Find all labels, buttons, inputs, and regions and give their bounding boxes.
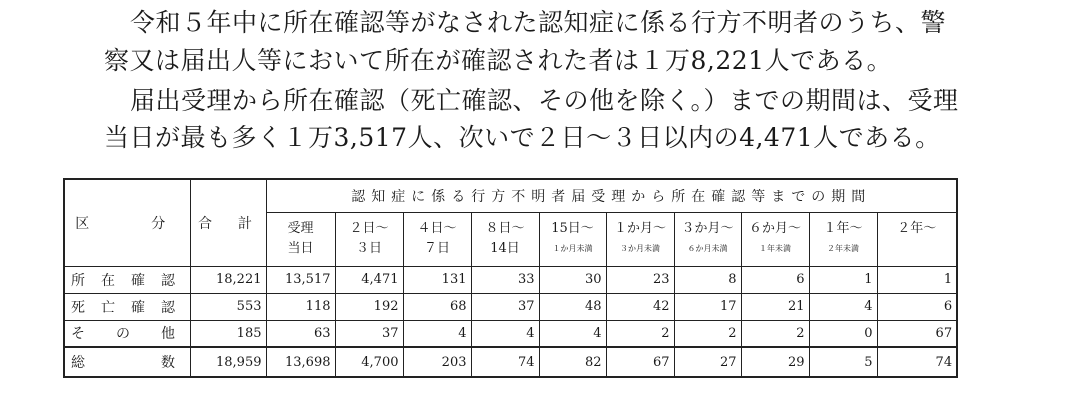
paragraph-line-3: 届出受理から所在確認（死亡確認、その他を除く。）までの期間は、受理 [130,86,959,115]
table-cell: 8 [674,266,741,293]
row-label-char: 総 [71,355,85,371]
row-label [64,320,190,347]
row-label-char: そ [71,326,85,343]
period-label-line1: 15日～ [551,221,594,236]
row-label-char: 確 [131,272,145,289]
table-cell: 37 [471,293,539,320]
table-cell: 74 [877,347,957,377]
period-header [741,212,809,266]
period-header [403,212,471,266]
table-cell: 4,700 [335,347,403,377]
table-cell: 4 [403,320,471,347]
period-label-line1: 受理 [287,221,314,236]
table-row [64,293,957,320]
table-cell: 2 [741,320,809,347]
period-label-line2: ２年未満 [827,244,859,253]
period-header [471,212,539,266]
row-label-char: の [116,326,130,343]
table-cell: 21 [741,293,809,320]
period-header [335,212,403,266]
table-cell: 17 [674,293,741,320]
table-cell: 37 [335,320,403,347]
table-cell: 203 [403,347,471,377]
table-cell: 1 [877,266,957,293]
row-label-char: 所 [71,272,85,289]
table-cell: 42 [606,293,674,320]
table-cell: 27 [674,347,741,377]
period-header [877,212,957,266]
row-label [64,293,190,320]
period-header [606,212,674,266]
table-cell: 4 [471,320,539,347]
table-cell: 4,471 [335,266,403,293]
row-label-char: 認 [161,272,175,289]
table-cell: 30 [539,266,606,293]
table-cell: 29 [741,347,809,377]
row-total: 18,959 [190,347,266,377]
table-cell: 2 [606,320,674,347]
row-label-char: 数 [161,355,175,371]
period-label-line2: ３か月未満 [620,244,660,253]
table-cell: 63 [266,320,335,347]
period-label-line2: 14日 [490,241,520,256]
row-label-char: 確 [131,299,145,316]
table-cell: 2 [674,320,741,347]
row-label-char: 他 [161,326,175,343]
row-total: 18,221 [190,266,266,293]
paragraph-line-4: 当日が最も多く１万3,517人、次いで２日～３日以内の4,471人である。 [104,123,941,152]
row-label-char: 在 [101,272,115,289]
table-cell: 118 [266,293,335,320]
total-row [64,347,957,377]
header-total: 合 計 [190,179,266,266]
table-cell: 33 [471,266,539,293]
row-label [64,266,190,293]
table-cell: 4 [539,320,606,347]
row-total: 185 [190,320,266,347]
table-cell: 67 [606,347,674,377]
paragraph-line-1: 令和５年中に所在確認等がなされた認知症に係る行方不明者のうち、警 [130,8,947,37]
period-label-line1: ３か月～ [681,221,734,236]
period-label-line2: ３日 [355,241,382,256]
period-label-line1: ６か月～ [748,221,801,236]
table-cell: 5 [809,347,877,377]
row-label [64,347,190,377]
table-cell: 6 [741,266,809,293]
period-label-line2: １か月未満 [552,244,593,253]
table-body [64,266,957,377]
row-label-char: 亡 [101,299,115,316]
table-cell: 48 [539,293,606,320]
table-row [64,266,957,293]
table-cell: 68 [403,293,471,320]
table-cell: 6 [877,293,957,320]
period-label-line1: １年～ [823,221,863,236]
period-header [539,212,606,266]
period-header [266,212,335,266]
period-label-line1: １か月～ [613,221,666,236]
table-cell: 67 [877,320,957,347]
table-row [64,320,957,347]
period-label-line1: ４日～ [417,221,457,236]
period-label-line1: ２日～ [349,221,389,236]
period-header [674,212,741,266]
header-period-group: 認知症に係る行方不明者届受理から所在確認等までの期間 [266,179,957,212]
period-label-line2: １年未満 [759,244,791,253]
period-label-line1: ２年～ [897,221,937,236]
period-header [809,212,877,266]
table-cell: 74 [471,347,539,377]
row-label-char: 認 [161,299,175,316]
table-cell: 82 [539,347,606,377]
statistics-table [63,178,958,378]
period-label-line2: ６か月未満 [687,244,728,253]
header-category: 区 分 [64,179,190,266]
table-cell: 23 [606,266,674,293]
period-label-line2: ７日 [423,241,450,256]
table-cell: 1 [809,266,877,293]
period-label-line1: ８日～ [485,221,525,236]
row-total: 553 [190,293,266,320]
table-cell: 192 [335,293,403,320]
table-cell: 131 [403,266,471,293]
period-label-line2 [878,239,957,259]
table-cell: 4 [809,293,877,320]
paragraph-line-2: 察又は届出人等において所在が確認された者は１万8,221人である。 [104,46,893,75]
row-label-char: 死 [71,299,85,316]
table-cell: 13,517 [266,266,335,293]
period-label-line2: 当日 [287,241,314,256]
table-cell: 13,698 [266,347,335,377]
table-cell: 0 [809,320,877,347]
